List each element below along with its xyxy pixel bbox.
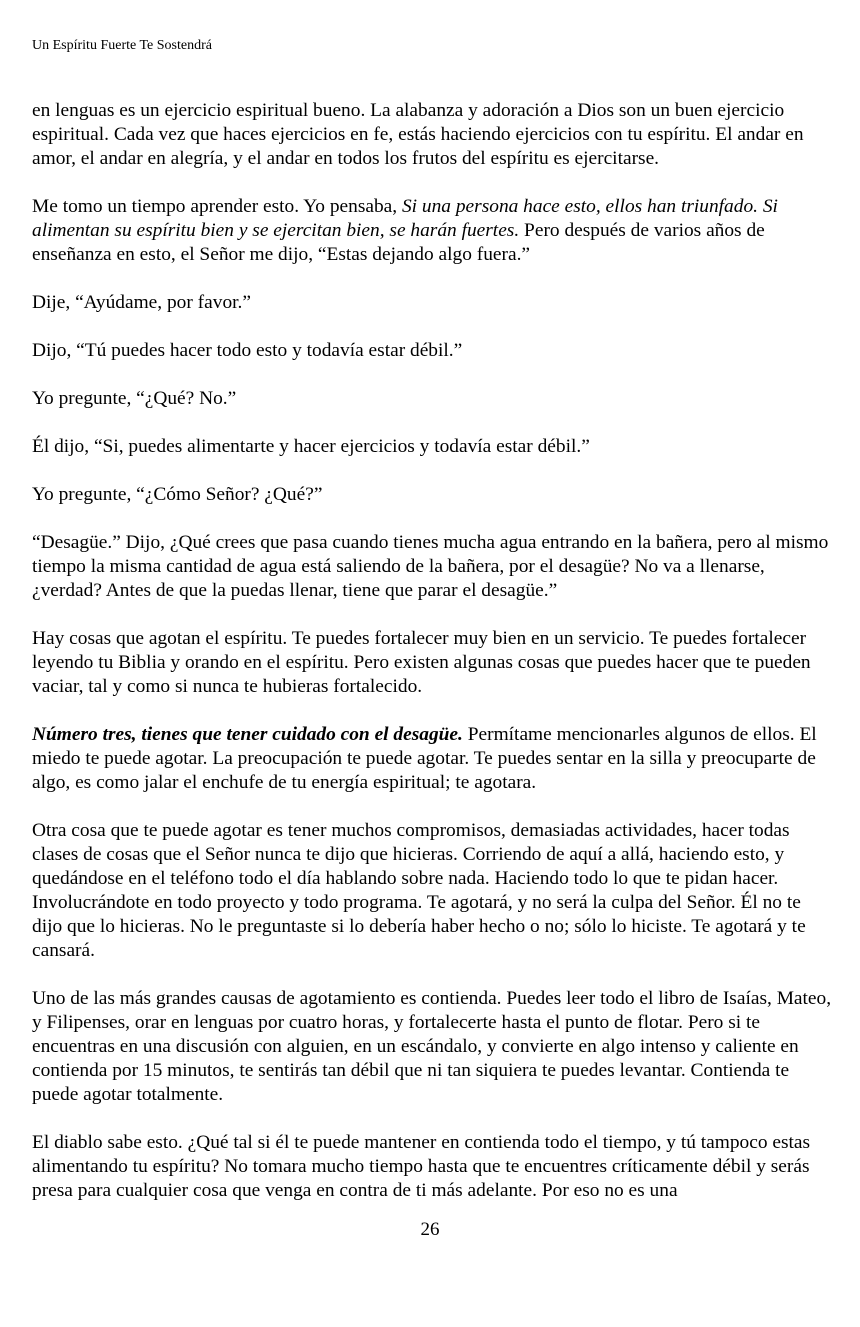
paragraph: Uno de las más grandes causas de agotamiento es contienda. Puedes leer todo el libro de Isaías, Mateo, y Filipenses, orar en lenguas por cuatro horas, y fortalecerte hasta el punto de flotar. Pero si te encuentras en una discusión con alguien, en un escándalo, y convierte en algo intenso y caliente en contienda por 15 minutos, te sentirás tan débil que ni tan siquiera te puedes levantar. Contienda te puede agotar totalmente. — [32, 988, 832, 1105]
running-header: Un Espíritu Fuerte Te Sostendrá — [32, 38, 212, 53]
paragraph: El diablo sabe esto. ¿Qué tal si él te puede mantener en contienda todo el tiempo, y tú tampoco estas alimentando tu espíritu? No tomara mucho tiempo hasta que te encuentres críticamente débil y serás presa para cualquier cosa que venga en contra de ti más adelante. Por eso no es una — [32, 1132, 811, 1201]
paragraph: “Desagüe.” Dijo, ¿Qué crees que pasa cuando tienes mucha agua entrando en la bañera, pero al mismo tiempo la misma cantidad de agua está saliendo de la bañera, por el desagüe? No va a llenarse, ¿verdad? Antes de que la puedas llenar, tiene que parar el desagüe.” — [32, 532, 829, 601]
paragraph: Yo pregunte, “¿Qué? No.” — [32, 388, 237, 409]
paragraph: Hay cosas que agotan el espíritu. Te puedes fortalecer muy bien en un servicio. Te puedes fortalecer leyendo tu Biblia y orando en el espíritu. Pero existen algunas cosas que puedes hacer que te pueden vaciar, tal y como si nunca te hubieras fortalecido. — [32, 628, 811, 697]
paragraph: Dijo, “Tú puedes hacer todo esto y todavía estar débil.” — [32, 340, 463, 361]
paragraph: Dije, “Ayúdame, por favor.” — [32, 292, 251, 313]
paragraph — [32, 195, 834, 267]
section-heading-run: Número tres, tienes que tener cuidado con el desagüe. — [32, 724, 463, 745]
page-number: 26 — [420, 1219, 440, 1240]
paragraph: Otra cosa que te puede agotar es tener muchos compromisos, demasiadas actividades, hacer todas clases de cosas que el Señor nunca te dijo que hicieras. Corriendo de aquí a allá, haciendo esto, y quedándose en el teléfono todo el día hablando sobre nada. Haciendo todo lo que te pidan hacer. Involucrándote en todo proyecto y todo programa. Te agotará, y no será la culpa del Señor. Él no te dijo que lo hicieras. No le preguntaste si lo debería haber hecho o no; sólo lo hiciste. Te agotará y te cansará. — [32, 820, 806, 961]
body-text — [32, 99, 834, 1203]
text-run: Me tomo un tiempo aprender esto. Yo pensaba, — [32, 196, 402, 217]
text-run: Pero después de varios años de enseñanza en esto, el Señor me dijo, “Estas dejando algo fuera.” — [32, 220, 765, 265]
paragraph: Yo pregunte, “¿Cómo Señor? ¿Qué?” — [32, 484, 323, 505]
text-run: Permítame mencionarles algunos de ellos. El miedo te puede agotar. La preocupación te puede agotar. Te puedes sentar en la silla y preocuparte de algo, es como jalar el enchufe de tu energía espiritual; te agotara. — [32, 724, 817, 793]
paragraph: Él dijo, “Si, puedes alimentarte y hacer ejercicios y todavía estar débil.” — [32, 436, 590, 457]
paragraph — [32, 723, 834, 795]
italic-text-run: Si una persona hace esto, ellos han triunfado. Si alimentan su espíritu bien y se ejercitan bien, se harán fuertes. — [32, 196, 778, 241]
paragraph: en lenguas es un ejercicio espiritual bueno. La alabanza y adoración a Dios son un buen ejercicio espiritual. Cada vez que haces ejercicios en fe, estás haciendo ejercicios con tu espíritu. El andar en amor, el andar en alegría, y el andar en todos los frutos del espíritu es ejercitarse. — [32, 100, 804, 169]
